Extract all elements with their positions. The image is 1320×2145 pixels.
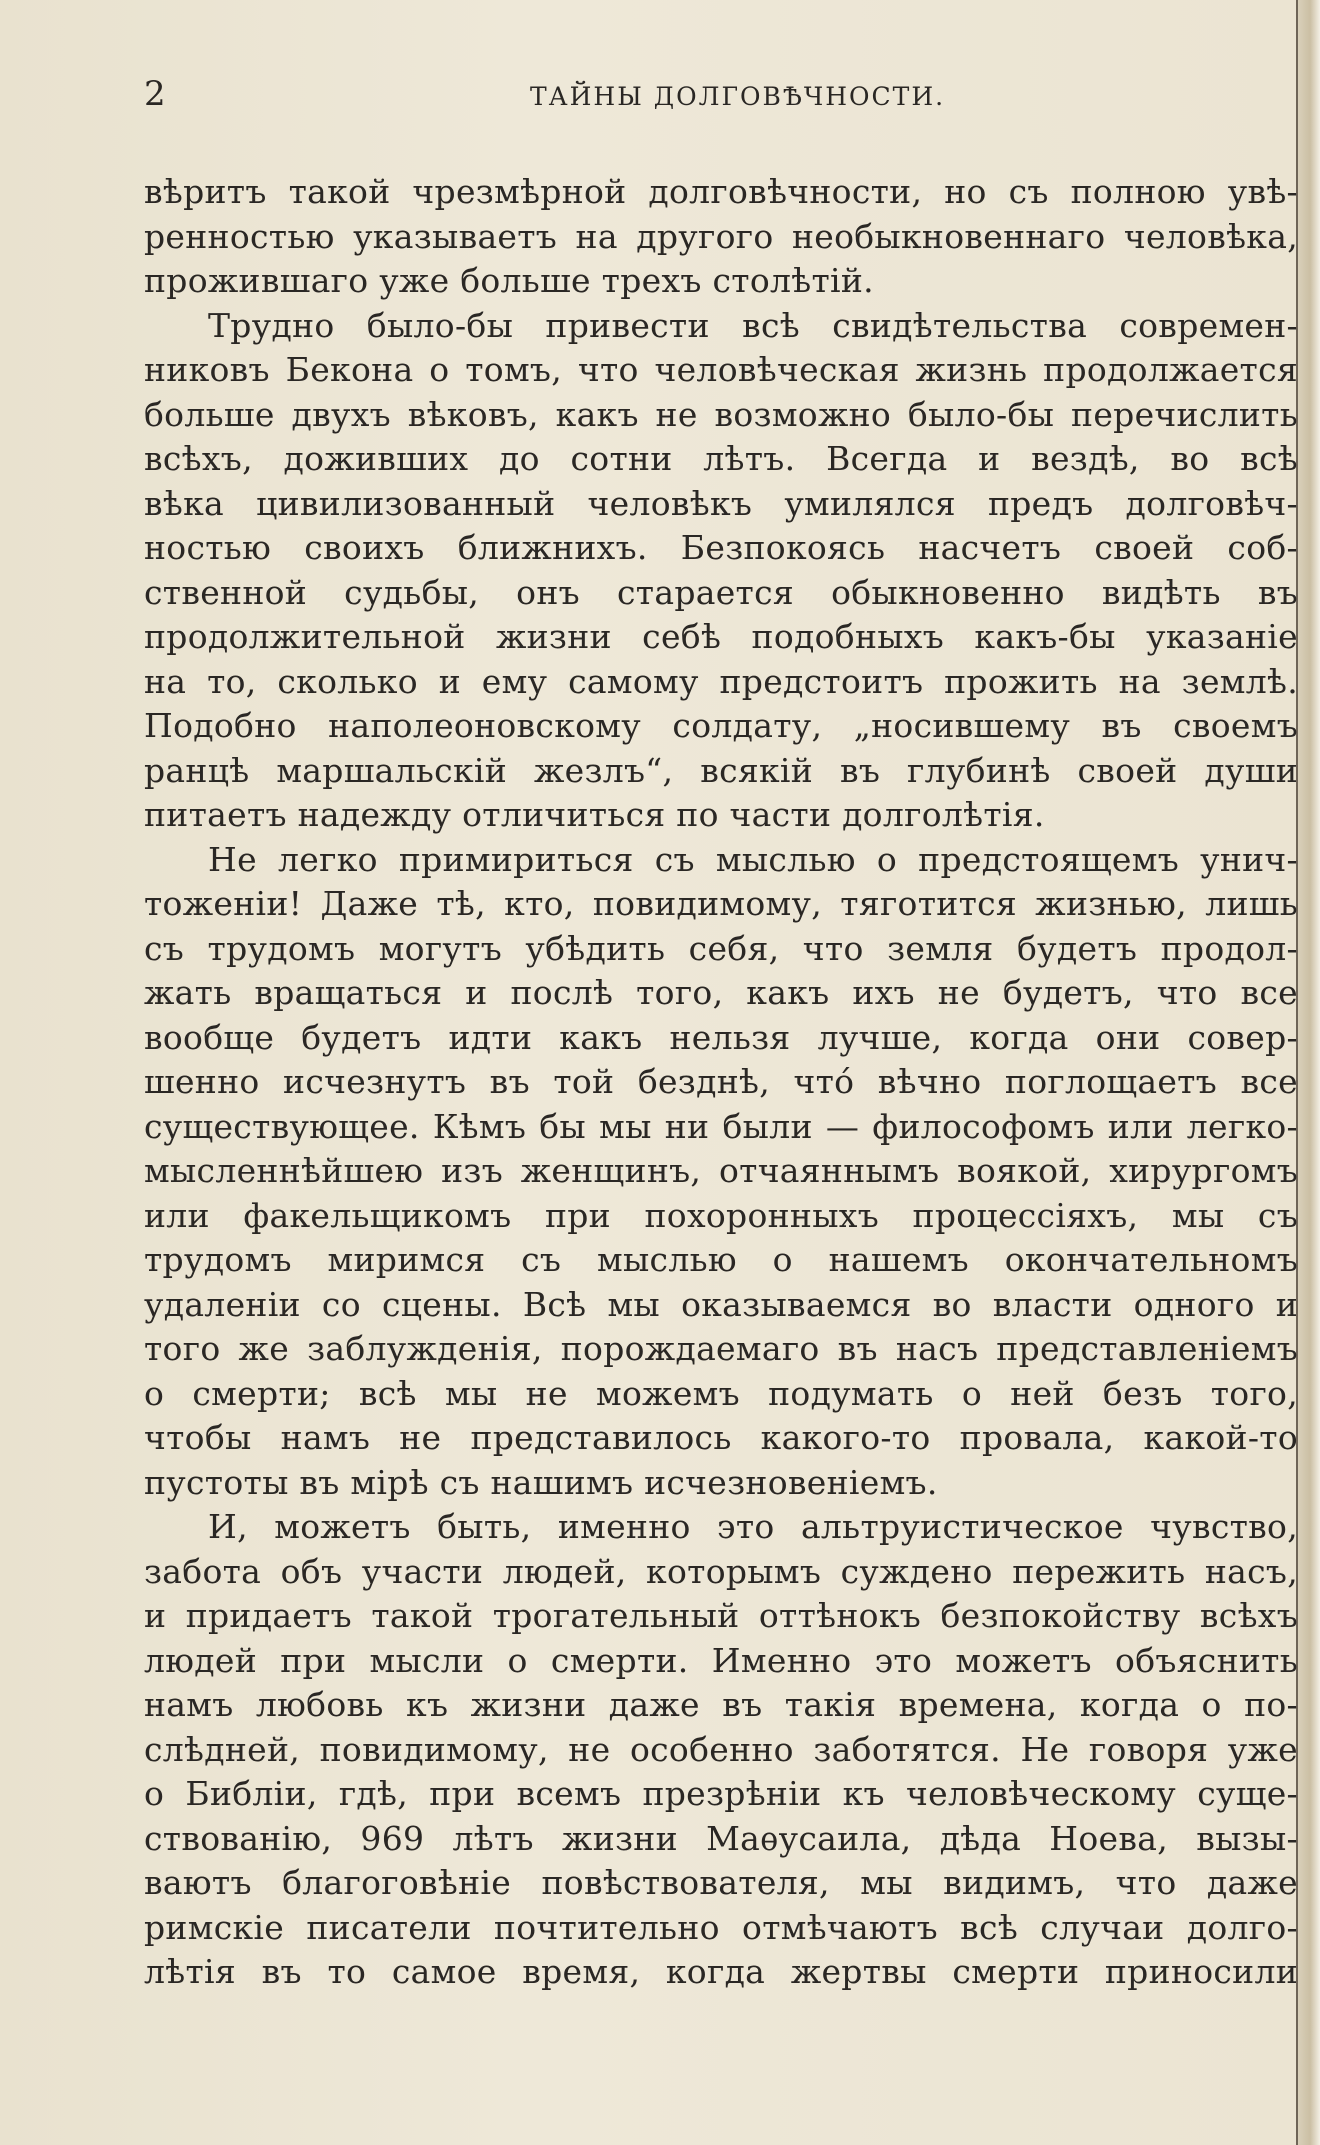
paragraph-first-line: И, можетъ быть, именно это альтруистическое чувство,: [208, 1507, 1298, 1546]
text-line: трудомъ миримся съ мыслью о нашемъ окончательномъ: [144, 1240, 1298, 1279]
text-line: ственной судьбы, онъ старается обыкновенно видѣть въ: [144, 572, 1298, 612]
text-line: о смерти; всѣ мы не можемъ подумать о ней безъ того,: [144, 1373, 1298, 1413]
text-line: на то, сколько и ему самому предстоитъ прожить на землѣ.: [144, 661, 1298, 701]
text-line: людей при мысли о смерти. Именно это можетъ объяснить: [144, 1640, 1298, 1680]
running-title: ТАЙНЫ ДОЛГОВѢЧНОСТИ.: [530, 82, 946, 111]
text-line: чтобы намъ не представилось какого-то провала, какой-то: [144, 1418, 1298, 1457]
page-right-edge: [1296, 0, 1320, 2145]
text-line: ностью своихъ ближнихъ. Безпокоясь насчетъ своей соб-: [144, 528, 1298, 567]
text-line: ренностью указываетъ на другого необыкновеннаго человѣка,: [144, 216, 1298, 256]
text-line: всѣхъ, доживших до сотни лѣтъ. Всегда и вездѣ, во всѣ: [144, 439, 1298, 478]
text-line: продолжительной жизни себѣ подобныхъ какъ-бы указаніе: [144, 617, 1298, 656]
text-line: того же заблужденія, порождаемаго въ насъ представленіемъ: [144, 1329, 1298, 1368]
text-line: ствованію, 969 лѣтъ жизни Маѳусаила, дѣда Ноева, вызы-: [144, 1818, 1298, 1858]
text-line: удаленіи со сцены. Всѣ мы оказываемся во власти одного и: [144, 1284, 1298, 1324]
text-line: вообще будетъ идти какъ нельзя лучше, когда они совер-: [144, 1017, 1298, 1057]
text-line: никовъ Бекона о томъ, что человѣческая жизнь продолжается: [144, 350, 1298, 389]
paragraph-first-line: Не легко примириться съ мыслью о предстоящемъ унич-: [208, 839, 1298, 879]
text-line: питаетъ надежду отличиться по части долголѣтія.: [144, 795, 1045, 834]
text-line: существующее. Кѣмъ бы мы ни были — философомъ или легко-: [144, 1106, 1298, 1146]
text-line: о Библіи, гдѣ, при всемъ презрѣніи къ человѣческому суще-: [144, 1774, 1298, 1813]
text-line: или факельщикомъ при похоронныхъ процессіяхъ, мы съ: [144, 1195, 1298, 1235]
text-line: жать вращаться и послѣ того, какъ ихъ не будетъ, что все: [144, 973, 1298, 1012]
text-line: больше двухъ вѣковъ, какъ не возможно было-бы перечислить: [144, 394, 1298, 434]
page-number: 2: [144, 74, 166, 114]
text-line: шенно исчезнутъ въ той безднѣ, что́ вѣчно поглощаетъ все: [144, 1062, 1298, 1101]
text-line: пустоты въ мірѣ съ нашимъ исчезновеніемъ.: [144, 1462, 938, 1502]
text-line: лѣтія въ то самое время, когда жертвы смерти приносили: [144, 1952, 1298, 1991]
text-line: вѣритъ такой чрезмѣрной долговѣчности, но съ полною увѣ-: [144, 172, 1298, 211]
text-line: забота объ участи людей, которымъ суждено пережить насъ,: [144, 1551, 1298, 1591]
text-line: прожившаго уже больше трехъ столѣтій.: [144, 261, 874, 300]
text-line: и придаетъ такой трогательный оттѣнокъ безпокойству всѣхъ: [144, 1596, 1298, 1635]
text-line: ранцѣ маршальскій жезлъ“, всякій въ глубинѣ своей души: [144, 750, 1298, 790]
text-line: мысленнѣйшею изъ женщинъ, отчаяннымъ воякой, хирургомъ: [144, 1151, 1298, 1190]
text-line: Подобно наполеоновскому солдату, „носившему въ своемъ: [144, 706, 1298, 745]
text-line: ваютъ благоговѣніе повѣствователя, мы видимъ, что даже: [144, 1863, 1298, 1902]
paragraph-first-line: Трудно было-бы привести всѣ свидѣтельства современ-: [208, 305, 1298, 345]
text-line: слѣдней, повидимому, не особенно заботятся. Не говоря уже: [144, 1729, 1298, 1769]
text-line: съ трудомъ могутъ убѣдить себя, что земля будетъ продол-: [144, 928, 1298, 968]
text-line: намъ любовь къ жизни даже въ такія времена, когда о по-: [144, 1685, 1298, 1724]
text-line: тоженіи! Даже тѣ, кто, повидимому, тяготится жизнью, лишь: [144, 884, 1298, 923]
text-line: вѣка цивилизованный человѣкъ умилялся предъ долговѣч-: [144, 483, 1298, 523]
text-line: римскіе писатели почтительно отмѣчаютъ всѣ случаи долго-: [144, 1907, 1298, 1947]
body-text: [144, 170, 1298, 1995]
